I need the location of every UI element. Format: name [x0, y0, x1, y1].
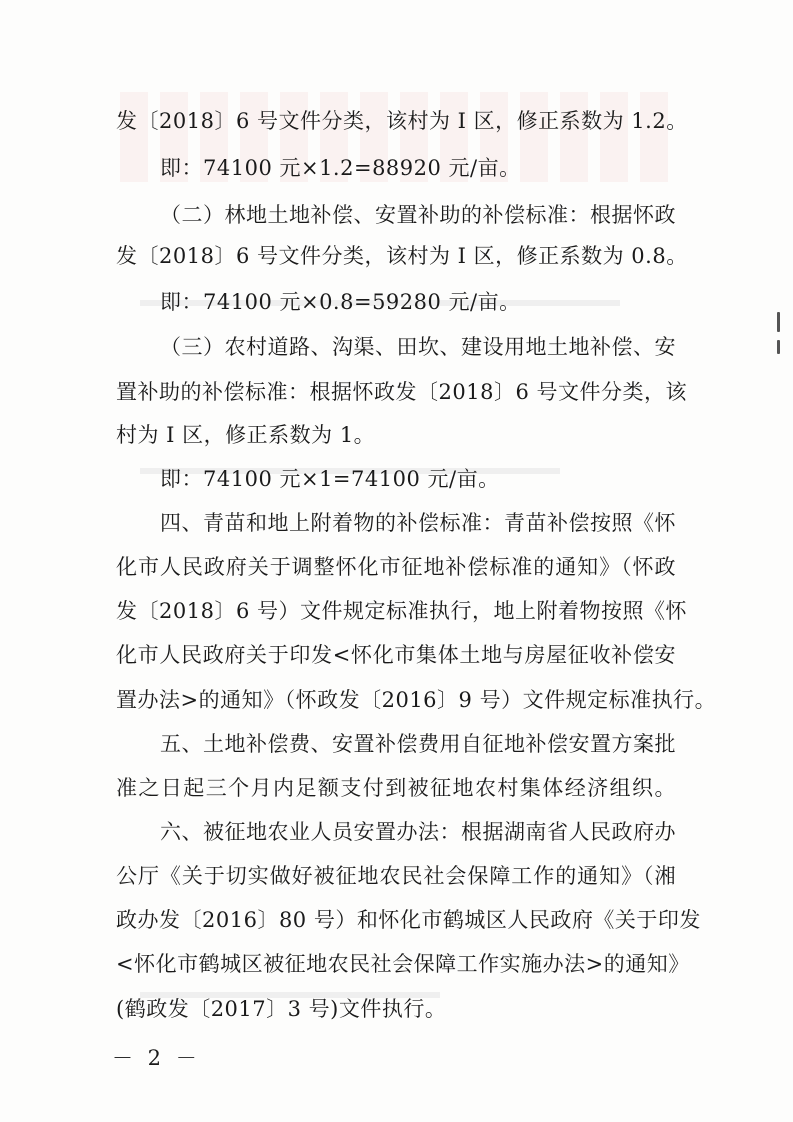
text-line: 即：74100 元×1.2=88920 元/亩。: [160, 156, 521, 180]
text-line: 五、土地补偿费、安置补偿费用自征地补偿安置方案批: [160, 732, 676, 756]
text-line: (鹤政发〔2017〕3 号)文件执行。: [116, 997, 447, 1021]
text-line: （二）林地土地补偿、安置补助的补偿标准：根据怀政: [160, 203, 676, 227]
text-line: 发〔2018〕6 号）文件规定标准执行，地上附着物按照《怀: [116, 599, 687, 623]
text-line: 化市人民政府关于印发<怀化市集体土地与房屋征收补偿安: [116, 643, 676, 667]
text-line: 置办法>的通知》（怀政发〔2016〕9 号）文件规定标准执行。: [116, 688, 717, 712]
text-line: 发〔2018〕6 号文件分类，该村为 I 区，修正系数为 0.8。: [116, 244, 688, 268]
page-number: － 2 －: [112, 1046, 201, 1070]
text-line: 村为 I 区，修正系数为 1。: [116, 423, 376, 447]
scan-edge-mark: [777, 340, 780, 354]
text-line: 即：74100 元×0.8=59280 元/亩。: [160, 290, 521, 314]
text-line: 准之日起三个月内足额支付到被征地农村集体经济组织。: [116, 776, 676, 800]
text-line: 置补助的补偿标准：根据怀政发〔2018〕6 号文件分类，该: [116, 380, 687, 404]
text-line: 公厅《关于切实做好被征地农民社会保障工作的通知》（湘: [116, 864, 676, 888]
scan-edge-mark: [777, 312, 780, 332]
text-line: 政办发〔2016〕80 号）和怀化市鹤城区人民政府《关于印发: [116, 908, 701, 932]
text-line: 化市人民政府关于调整怀化市征地补偿标准的通知》（怀政: [116, 555, 676, 579]
text-line: 发〔2018〕6 号文件分类，该村为 I 区，修正系数为 1.2。: [116, 109, 688, 133]
text-line: 六、被征地农业人员安置办法：根据湖南省人民政府办: [160, 820, 676, 844]
text-line: 四、青苗和地上附着物的补偿标准：青苗补偿按照《怀: [160, 511, 676, 535]
text-line: <怀化市鹤城区被征地农民社会保障工作实施办法>的通知》: [116, 952, 690, 976]
text-line: （三）农村道路、沟渠、田坎、建设用地土地补偿、安: [160, 335, 676, 359]
text-line: 即：74100 元×1=74100 元/亩。: [160, 467, 500, 491]
